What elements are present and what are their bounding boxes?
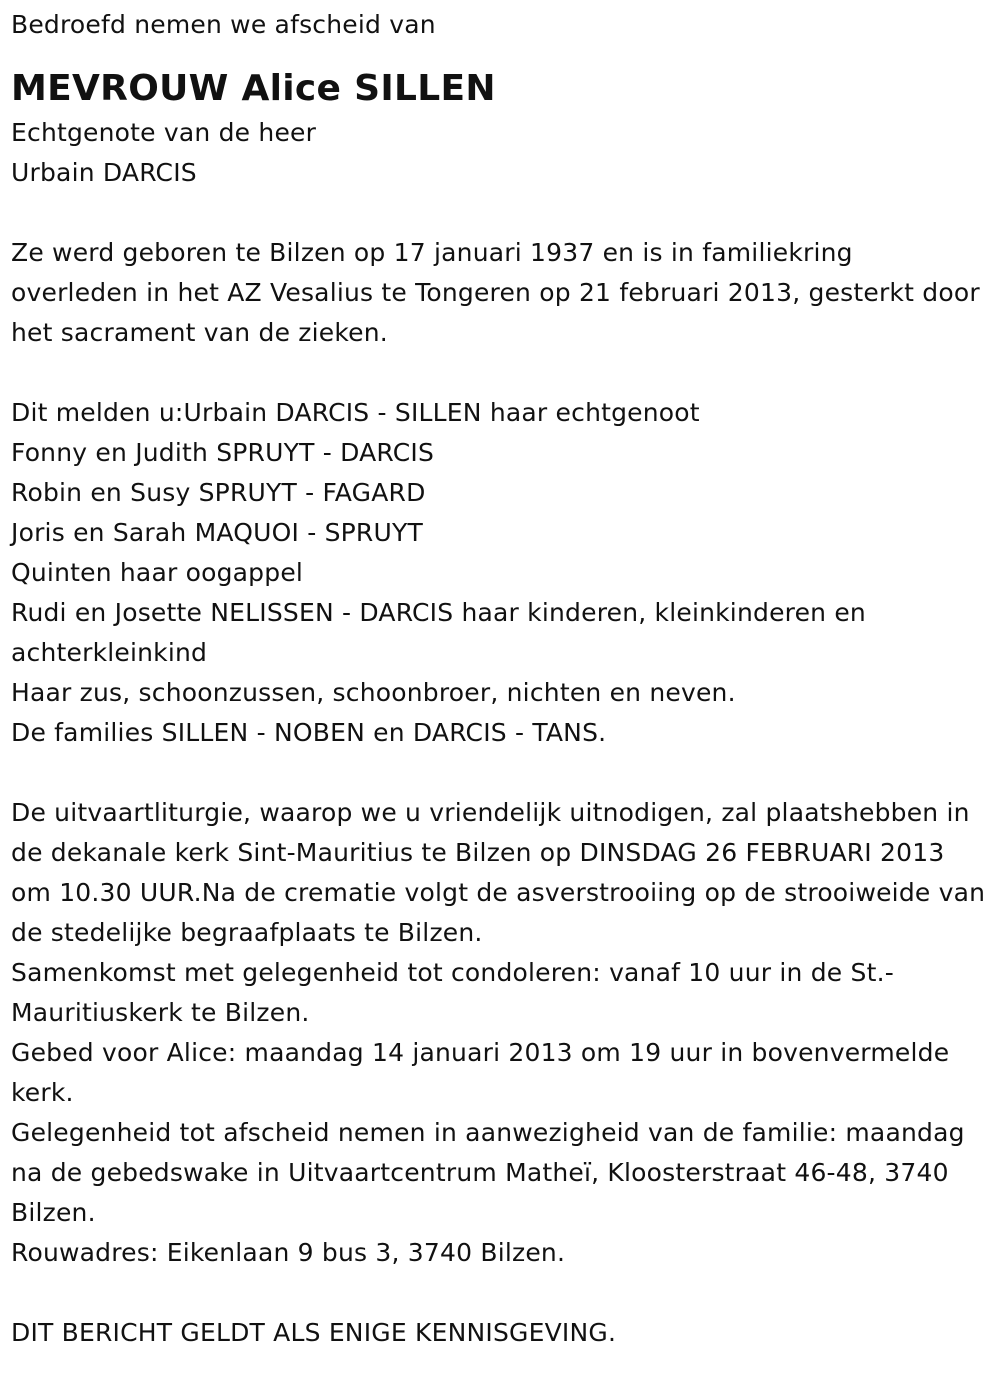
family-line: Robin en Susy SPRUYT - FAGARD [11, 478, 426, 507]
ceremony-paragraph: Rouwadres: Eikenlaan 9 bus 3, 3740 Bilzen. [11, 1238, 566, 1267]
spacer [11, 193, 986, 233]
spacer [11, 1273, 986, 1313]
family-line: Haar zus, schoonzussen, schoonbroer, nichten en neven. [11, 678, 736, 707]
ceremony-paragraph: Samenkomst met gelegenheid tot condoleren: vanaf 10 uur in de St.-Mauritiuskerk te Bilzen. [11, 958, 894, 1027]
ceremony-paragraph: Gebed voor Alice: maandag 14 januari 2013 om 19 uur in bovenvermelde kerk. [11, 1038, 950, 1107]
birth-death-paragraph: Ze werd geboren te Bilzen op 17 januari 1937 en is in familiekring overleden in het AZ Vesalius te Tongeren op 21 februari 2013, gesterkt door het sacrament van de zieken. [11, 238, 980, 347]
family-line: Joris en Sarah MAQUOI - SPRUYT [11, 518, 423, 547]
intro-text: Bedroefd nemen we afscheid van [11, 10, 436, 39]
death-notice [11, 5, 986, 1353]
deceased-name: MEVROUW Alice SILLEN [11, 68, 496, 109]
closing-text: DIT BERICHT GELDT ALS ENIGE KENNISGEVING. [11, 1318, 617, 1347]
family-list [11, 393, 986, 753]
ceremony-details [11, 793, 986, 1273]
spacer [11, 353, 986, 393]
family-line: Quinten haar oogappel [11, 558, 304, 587]
family-line: Fonny en Judith SPRUYT - DARCIS [11, 438, 435, 467]
family-line: De families SILLEN - NOBEN en DARCIS - TANS. [11, 718, 607, 747]
family-line: Dit melden u:Urbain DARCIS - SILLEN haar echtgenoot [11, 398, 700, 427]
spacer [11, 753, 986, 793]
family-line: Rudi en Josette NELISSEN - DARCIS haar kinderen, kleinkinderen en achterkleinkind [11, 598, 866, 667]
ceremony-paragraph: Gelegenheid tot afscheid nemen in aanwezigheid van de familie: maandag na de gebedswake in Uitvaartcentrum Matheï, Kloosterstraat 46-48, 3740 Bilzen. [11, 1118, 965, 1227]
spouse-line-2: Urbain DARCIS [11, 158, 197, 187]
ceremony-paragraph: De uitvaartliturgie, waarop we u vriendelijk uitnodigen, zal plaatshebben in de dekanale kerk Sint-Mauritius te Bilzen op DINSDAG 26 FEBRUARI 2013 om 10.30 UUR.Na de crematie volgt de asverstrooiing op de strooiweide van de stedelijke begraafplaats te Bilzen. [11, 798, 986, 947]
spouse-line-1: Echtgenote van de heer [11, 118, 317, 147]
